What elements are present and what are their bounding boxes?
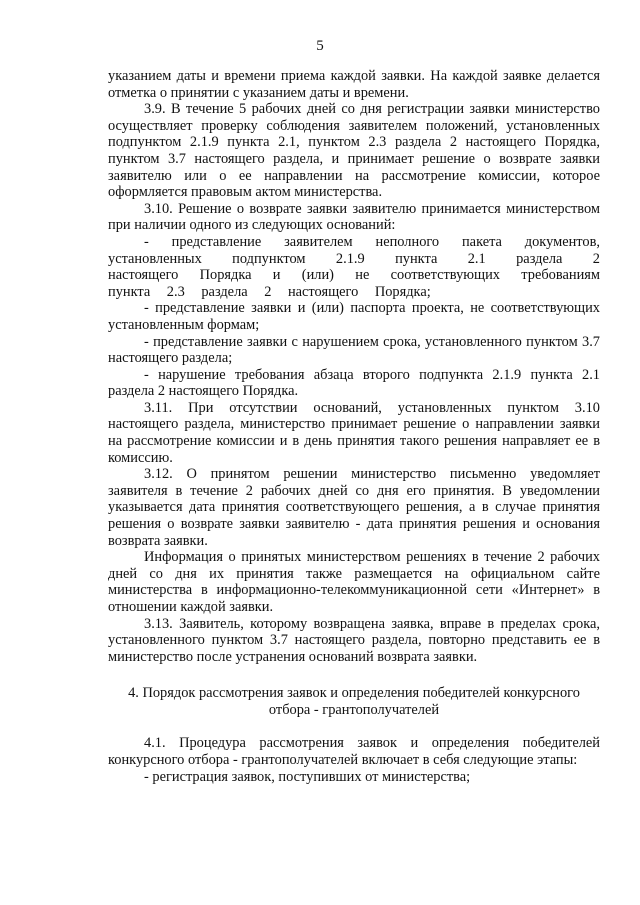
paragraph-3-10: 3.10. Решение о возврате заявки заявителю принимается министерством при наличии одного из следующих оснований: xyxy=(108,200,600,234)
paragraph-4-1: 4.1. Процедура рассмотрения заявок и определения победителей конкурсного отбора - грантополучателей включает в себя следующие этапы: xyxy=(108,735,600,768)
section-4-heading-line-2: отбора - грантополучателей xyxy=(268,702,440,719)
paragraph-3-9: 3.9. В течение 5 рабочих дней со дня регистрации заявки министерство осуществляет проверку соблюдения заявителем положений, установленных подпунктом 2.1.9 пункта 2.1, пунктом 2.3 раздела 2 настоящего Порядка, пунктом 3.7 настоящего раздела, и принимает решение о возврате заявки заявителю или о ее направлении на рассмотрение комиссии, которое оформляется правовым актом министерства. xyxy=(108,101,600,201)
list-item-late-submission: - представление заявки с нарушением срока, установленного пунктом 3.7 настоящего раздела; xyxy=(108,333,600,367)
list-item-requirement-violation: - нарушение требования абзаца второго подпункта 2.1.9 пункта 2.1 раздела 2 настоящего Порядка. xyxy=(108,366,600,400)
page-number: 5 xyxy=(316,38,324,54)
paragraph-continuation: указанием даты и времени приема каждой заявки. На каждой заявке делается отметка о принятии с указанием даты и времени. xyxy=(108,68,600,101)
document-body xyxy=(108,68,600,785)
section-4-heading xyxy=(108,685,600,719)
paragraph-3-12: 3.12. О принятом решении министерство письменно уведомляет заявителя в течение 2 рабочих дней со дня его принятия. В уведомлении указывается дата принятия соответствующего решения, а в случае принятия решения о возврате заявки заявителю - дата принятия решения и основания возврата заявки. xyxy=(108,466,600,549)
list-item-registration: - регистрация заявок, поступивших от министерства; xyxy=(144,768,471,785)
list-item-wrong-forms: - представление заявки и (или) паспорта проекта, не соответствующих установленным формам; xyxy=(108,300,600,333)
list-item-incomplete-package: - представление заявителем неполного пакета документов, установленных подпунктом 2.1.9 пункта 2.1 раздела 2 настоящего Порядка и (или) не соответствующих требованиям пункта 2.3 раздела 2 настоящего Порядка; xyxy=(108,233,600,300)
paragraph-3-11: 3.11. При отсутствии оснований, установленных пунктом 3.10 настоящего раздела, министерство принимает решение о направлении заявки на рассмотрение комиссии и в день принятия такого решения направляет ее в комиссию. xyxy=(108,399,600,466)
paragraph-3-13: 3.13. Заявитель, которому возвращена заявка, вправе в пределах срока, установленного пунктом 3.7 настоящего раздела, повторно представить ее в министерство после устранения оснований возврата заявки. xyxy=(108,615,600,665)
paragraph-3-12-information: Информация о принятых министерством решениях в течение 2 рабочих дней со дня их принятия также размещается на официальном сайте министерства в информационно-телекоммуникационной сети «Интернет» в отношении каждой заявки. xyxy=(108,549,600,615)
section-4-heading-line-1: 4. Порядок рассмотрения заявок и определения победителей конкурсного xyxy=(128,685,580,702)
